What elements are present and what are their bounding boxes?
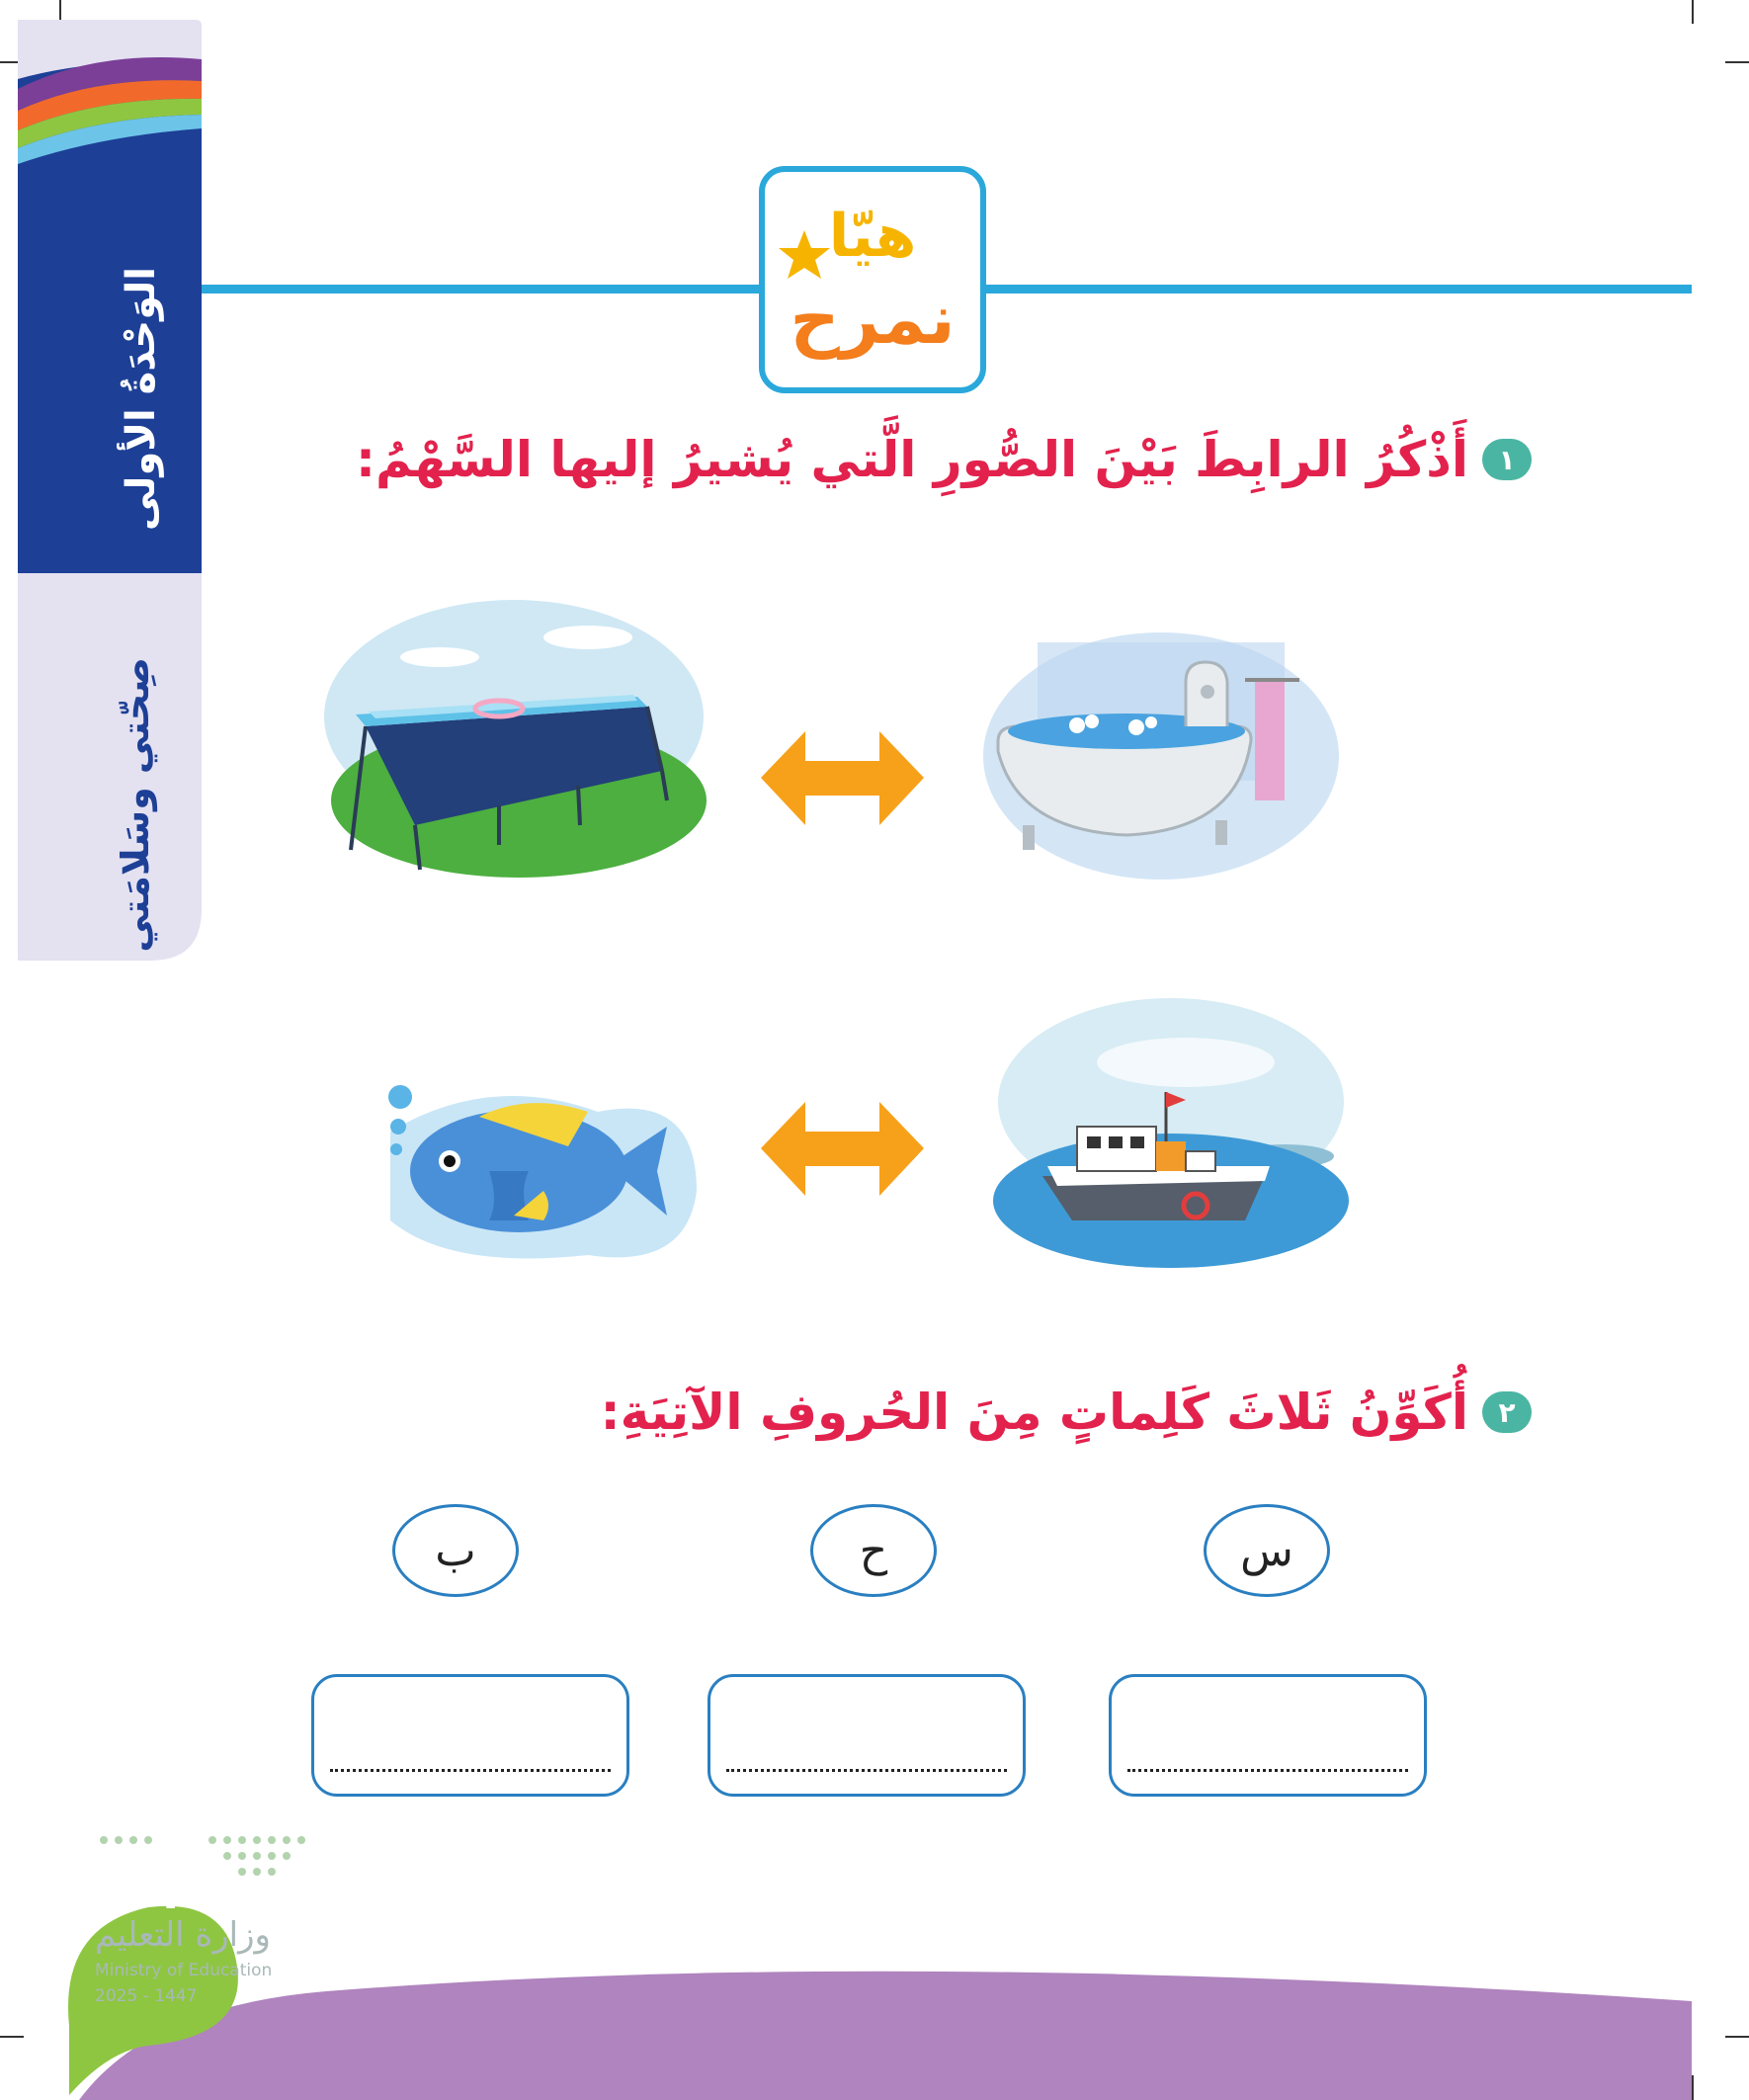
logo-word-top: هيّا <box>828 202 917 271</box>
side-tab-background <box>18 20 202 961</box>
title-logo <box>759 166 986 393</box>
pool-picture <box>321 598 707 880</box>
page-number: ٢١ <box>124 1863 185 1920</box>
double-arrow-icon <box>761 731 924 825</box>
side-tab <box>18 20 202 961</box>
question-1 <box>356 431 1532 488</box>
question-number: ٢ <box>1482 1391 1532 1433</box>
answer-box-2[interactable] <box>708 1674 1026 1797</box>
answer-box-1[interactable] <box>1109 1674 1427 1797</box>
logo-word-bottom: نمرح <box>790 279 956 360</box>
answer-box-3[interactable] <box>311 1674 629 1797</box>
answer-line <box>330 1769 611 1772</box>
double-arrow-icon <box>761 1102 924 1196</box>
crop-mark <box>1725 61 1749 63</box>
letter-oval-seen: س <box>1204 1504 1330 1597</box>
letter-oval-haa: ح <box>810 1504 937 1597</box>
boat-picture <box>988 993 1354 1270</box>
question-number: ١ <box>1482 439 1532 480</box>
ministry-name-english: Ministry of Education <box>95 1961 273 1980</box>
letter-oval-baa: ب <box>392 1504 519 1597</box>
chapter-label: صِحّتي وسَلامَتي <box>114 657 157 953</box>
edition-year: 2025 - 1447 <box>95 1986 198 2006</box>
unit-label: الوَحْدَةُ الأولى <box>119 267 164 532</box>
answer-line <box>726 1769 1007 1772</box>
ministry-name-arabic: وزارة التعليم <box>95 1915 271 1955</box>
question-text: أُكَوِّنُ ثَلاثَ كَلِماتٍ مِنَ الحُروفِ الآتِيَةِ: <box>600 1384 1468 1441</box>
question-text: أَذْكُرُ الرابِطَ بَيْنَ الصُّورِ الَّتي يُشيرُ إليها السَّهْمُ: <box>356 431 1468 488</box>
bathtub-picture <box>978 623 1339 880</box>
answer-line <box>1127 1769 1408 1772</box>
crop-mark <box>1692 0 1694 24</box>
fish-picture <box>371 1072 707 1270</box>
question-2 <box>601 1384 1532 1441</box>
